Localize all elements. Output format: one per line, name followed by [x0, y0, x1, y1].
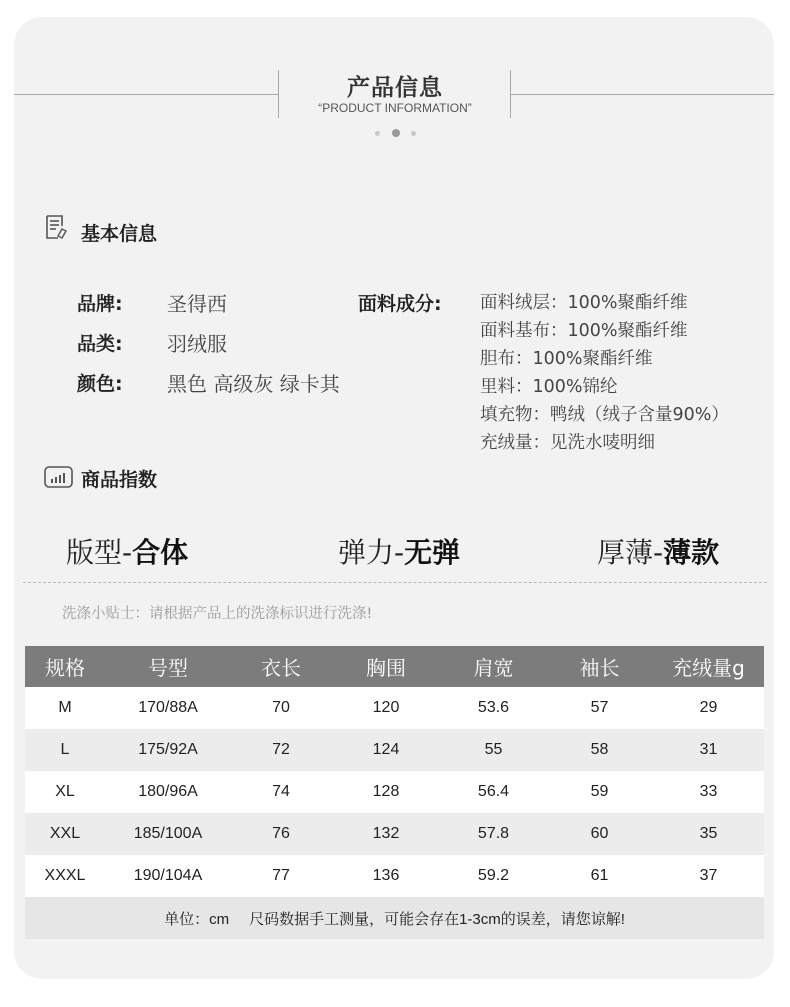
table-cell: 29 — [653, 687, 764, 729]
page-title: 产品信息 — [347, 75, 443, 101]
size-table — [25, 646, 764, 939]
fabric-line: 面料绒层：100%聚酯纤维 — [480, 293, 688, 313]
color-value: 黑色 高级灰 绿卡其 — [167, 372, 340, 396]
fabric-line: 里料：100%锦纶 — [480, 377, 618, 397]
header-length: 衣长 — [231, 646, 331, 687]
table-cell: XXL — [25, 813, 105, 855]
table-row — [25, 729, 764, 771]
unit-note: 单位：cm — [164, 910, 230, 928]
thickness-index-value: 薄款 — [663, 536, 720, 569]
table-row — [25, 813, 764, 855]
table-row — [25, 855, 764, 897]
table-cell: 37 — [653, 855, 764, 897]
table-cell: 185/100A — [105, 813, 231, 855]
table-cell: 56.4 — [441, 771, 546, 813]
pager-dot-1 — [375, 131, 380, 136]
fabric-line: 充绒量：见洗水唛明细 — [480, 433, 655, 453]
fit-index — [66, 531, 188, 571]
elasticity-index-label: 弹力- — [338, 536, 405, 569]
table-cell: 60 — [546, 813, 653, 855]
elasticity-index — [338, 531, 460, 571]
signal-bars-icon — [44, 466, 73, 488]
fit-index-label: 版型- — [66, 536, 133, 569]
header-chest: 胸围 — [331, 646, 441, 687]
header-shoulder: 肩宽 — [441, 646, 546, 687]
category-label: 品类: — [77, 333, 123, 355]
table-cell: 74 — [231, 771, 331, 813]
dashed-divider — [23, 582, 767, 583]
table-footer-row — [25, 897, 764, 939]
header-model: 号型 — [105, 646, 231, 687]
fabric-line: 胆布：100%聚酯纤维 — [480, 349, 653, 369]
table-cell: 128 — [331, 771, 441, 813]
wash-tip: 洗涤小贴士：请根据产品上的洗涤标识进行洗涤! — [62, 606, 373, 622]
table-cell: 55 — [441, 729, 546, 771]
thickness-index — [597, 531, 719, 571]
table-cell: 180/96A — [105, 771, 231, 813]
table-row — [25, 771, 764, 813]
pager-dot-2-active — [392, 129, 400, 137]
category-value: 羽绒服 — [167, 332, 227, 356]
brand-label: 品牌: — [77, 293, 123, 315]
header-sleeve: 袖长 — [546, 646, 653, 687]
table-cell: 53.6 — [441, 687, 546, 729]
table-cell: 132 — [331, 813, 441, 855]
fabric-line: 面料基布：100%聚酯纤维 — [480, 321, 688, 341]
fabric-line: 填充物：鸭绒（绒子含量90%） — [480, 405, 729, 425]
table-cell: 31 — [653, 729, 764, 771]
table-cell: XL — [25, 771, 105, 813]
pager-dot-3 — [411, 131, 416, 136]
brand-value: 圣得西 — [167, 292, 227, 316]
table-cell: 170/88A — [105, 687, 231, 729]
table-cell: 35 — [653, 813, 764, 855]
table-header-row — [25, 646, 764, 687]
header-bracket-right — [510, 70, 511, 118]
table-cell: 120 — [331, 687, 441, 729]
document-list-icon — [44, 214, 70, 240]
table-cell: 72 — [231, 729, 331, 771]
measurement-note: 尺码数据手工测量，可能会存在1-3cm的误差，请您谅解! — [249, 910, 625, 928]
table-cell: 61 — [546, 855, 653, 897]
table-cell: 136 — [331, 855, 441, 897]
table-footer — [25, 897, 764, 939]
table-cell: 57.8 — [441, 813, 546, 855]
color-label: 颜色: — [77, 373, 123, 395]
table-cell: 58 — [546, 729, 653, 771]
header-divider-left — [14, 94, 279, 95]
table-cell: 59.2 — [441, 855, 546, 897]
table-cell: M — [25, 687, 105, 729]
header-size: 规格 — [25, 646, 105, 687]
header-fill: 充绒量g — [653, 646, 764, 687]
table-cell: 175/92A — [105, 729, 231, 771]
table-cell: 59 — [546, 771, 653, 813]
table-cell: 77 — [231, 855, 331, 897]
basic-info-title: 基本信息 — [81, 223, 158, 245]
table-cell: 124 — [331, 729, 441, 771]
elasticity-index-value: 无弹 — [404, 536, 461, 569]
table-cell: XXXL — [25, 855, 105, 897]
table-cell: L — [25, 729, 105, 771]
fabric-label: 面料成分: — [358, 293, 442, 315]
table-cell: 70 — [231, 687, 331, 729]
product-index-title: 商品指数 — [81, 469, 158, 491]
header-bracket-left — [278, 70, 279, 118]
header-divider-right — [511, 94, 774, 95]
thickness-index-label: 厚薄- — [597, 536, 664, 569]
page-subtitle: “PRODUCT INFORMATION” — [318, 101, 472, 115]
table-cell: 33 — [653, 771, 764, 813]
table-cell: 190/104A — [105, 855, 231, 897]
table-cell: 57 — [546, 687, 653, 729]
fit-index-value: 合体 — [132, 536, 189, 569]
table-cell: 76 — [231, 813, 331, 855]
table-row — [25, 687, 764, 729]
